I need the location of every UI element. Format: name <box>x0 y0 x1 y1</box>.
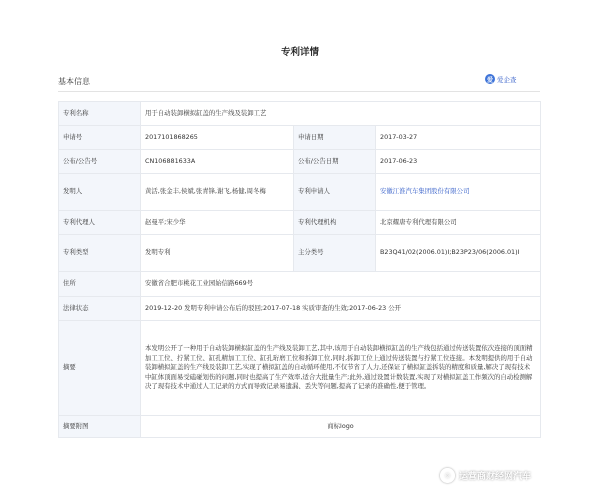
app-no-value: 2017101868265 <box>141 126 294 150</box>
class-label: 主分类号 <box>294 235 376 272</box>
type-value: 发明专利 <box>141 235 294 272</box>
type-label: 专利类型 <box>59 235 141 272</box>
agency-value: 北京耀唐专利代理有限公司 <box>376 211 541 235</box>
patent-name-value: 用于自动装卸横拟缸盖的生产线及装卸工艺 <box>141 102 541 126</box>
class-value: B23Q41/02(2006.01)I;B23P23/06(2006.01)I <box>376 235 541 272</box>
watermark <box>440 468 531 483</box>
address-value: 安徽省合肥市桃花工业园始信路669号 <box>141 272 541 297</box>
qcc-label: 爱企查 <box>497 75 517 84</box>
status-value: 2019-12-20 发明专利申请公布后的驳回;2017-07-18 实质审查的生效;2017-06-23 公开 <box>141 297 541 321</box>
patent-name-label: 专利名称 <box>59 102 141 126</box>
section-title: 基本信息 <box>58 77 90 86</box>
pub-no-label: 公布/公告号 <box>59 150 141 174</box>
table-row <box>59 272 541 297</box>
table-row <box>59 416 541 438</box>
abstract-label: 摘要 <box>59 321 141 416</box>
app-date-value: 2017-03-27 <box>376 126 541 150</box>
inventor-label: 发明人 <box>59 174 141 211</box>
qcc-link[interactable] <box>485 74 517 84</box>
table-row <box>59 321 541 416</box>
figure-label: 摘要附图 <box>59 416 141 438</box>
pub-date-value: 2017-06-23 <box>376 150 541 174</box>
agent-value: 赵曼平;宋少华 <box>141 211 294 235</box>
app-date-label: 申请日期 <box>294 126 376 150</box>
agency-label: 专利代理机构 <box>294 211 376 235</box>
table-row <box>59 150 541 174</box>
abstract-value: 本发明公开了一种用于自动装卸横拟缸盖的生产线及装卸工艺,其中,该用于自动装卸横拟缸盖的生产线包括通过传送装置依次连接的顶面精加工工位、拧紧工位、缸孔精加工工位、缸孔珩磨工位和拆卸工位,同时,拆卸工位上通过传送装置与拧紧工位连接。本发明提供的用于自动装卸横拟缸盖的生产线及装卸工艺,实现了横拟缸盖的自动循环使用,不仅节省了人力,还保证了横拟缸盖拆装的精度和质量,解决了现有技术中缸体顶面易受磕碰划伤的问题,同时也提高了生产效率,适合大批量生产;此外,通过设置计数装置,实现了对横拟缸盖工作频次的自动检测解决了现有技术中通过人工记录的方式而导致记录易遗漏、丢失等问题,提高了记录的准确性,便于管理。 <box>141 321 541 416</box>
app-no-label: 申请号 <box>59 126 141 150</box>
applicant-label: 专利申请人 <box>294 174 376 211</box>
agent-label: 专利代理人 <box>59 211 141 235</box>
table-row <box>59 126 541 150</box>
table-row <box>59 102 541 126</box>
pub-date-label: 公布/公告日期 <box>294 150 376 174</box>
inventor-value: 黄活,张金丰,侯斌,张青锋,谢飞,杨健,周冬梅 <box>141 174 294 211</box>
section-divider <box>58 91 540 92</box>
applicant-link[interactable]: 安徽江淮汽车集团股份有限公司 <box>380 187 470 196</box>
status-label: 法律状态 <box>59 297 141 321</box>
page-title: 专利详情 <box>280 47 319 58</box>
qcc-logo-icon: 爱 <box>485 74 495 84</box>
patent-info-table <box>58 101 541 438</box>
table-row <box>59 235 541 272</box>
table-row <box>59 174 541 211</box>
watermark-text: 运营商财经网汽车 <box>459 472 532 482</box>
figure-value: 商标logo <box>141 416 541 438</box>
address-label: 住所 <box>59 272 141 297</box>
table-row <box>59 297 541 321</box>
table-row <box>59 211 541 235</box>
pub-no-value: CN106881633A <box>141 150 294 174</box>
watermark-logo-icon: ◎ <box>440 468 455 483</box>
